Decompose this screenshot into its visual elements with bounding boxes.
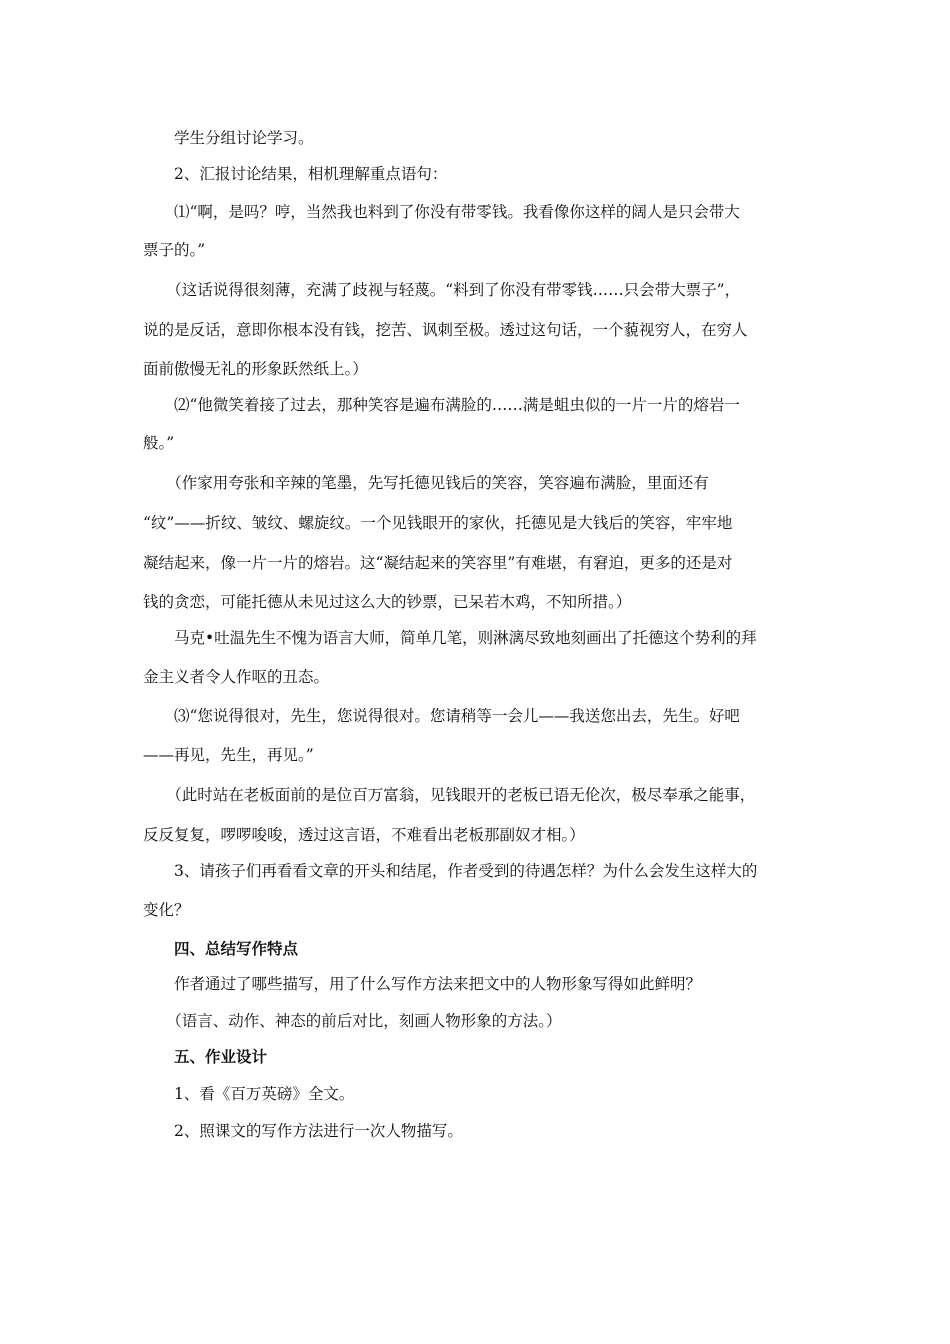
section-heading: 五、作业设计 [143,1047,268,1066]
section-heading: 四、总结写作特点 [143,939,299,958]
text-line: ——再见，先生，再见。” [143,746,314,764]
text-line: 变化？ [143,901,190,919]
text-line: （这话说得很刻薄，充满了歧视与轻蔑。“料到了你没有带零钱……只会带大票子”， [143,281,741,299]
text-line: ⑶“您说得很对，先生，您说得很对。您请稍等一会儿——我送您出去，先生。好吧 [143,707,740,725]
text-line: 般。” [143,434,175,452]
text-line: 反反复复，啰啰唆唆，透过这言语，不难看出老板那副奴才相。） [143,826,585,844]
text-line: “纹”——折纹、皱纹、螺旋纹。一个见钱眼开的家伙，托德见是大钱后的笑容，牢牢地 [143,514,733,532]
text-line: 说的是反话，意即你根本没有钱，挖苦、讽刺至极。透过这句话，一个藐视穷人，在穷人 [143,321,748,339]
text-line: 马克•吐温先生不愧为语言大师，简单几笔，则淋漓尽致地刻画出了托德这个势利的拜 [143,629,757,647]
text-line: （作家用夸张和辛辣的笔墨，先写托德见钱后的笑容，笑容遍布满脸，里面还有 [143,474,709,492]
text-line: （语言、动作、神态的前后对比，刻画人物形象的方法。） [143,1012,562,1030]
text-line: 钱的贪恋，可能托德从未见过这么大的钞票，已呆若木鸡，不知所措。） [143,593,632,611]
text-line: 2、汇报讨论结果，相机理解重点语句： [143,165,448,183]
text-line: 金主义者令人作呕的丑态。 [143,668,330,686]
text-line: 1、看《百万英磅》全文。 [143,1085,355,1103]
text-line: 2、照课文的写作方法进行一次人物描写。 [143,1122,463,1140]
text-line: ⑵“他微笑着接了过去，那种笑容是遍布满脸的……满是蛆虫似的一片一片的熔岩一 [143,396,740,414]
text-line: 学生分组讨论学习。 [143,129,314,147]
text-line: （此时站在老板面前的是位百万富翁，见钱眼开的老板已语无伦次，极尽奉承之能事， [143,786,756,804]
text-line: 作者通过了哪些描写，用了什么写作方法来把文中的人物形象写得如此鲜明？ [143,975,702,993]
text-line: 票子的。” [143,241,206,259]
text-line: 凝结起来，像一片一片的熔岩。这“凝结起来的笑容里”有难堪，有窘迫，更多的还是对 [143,554,733,572]
text-line: 面前傲慢无礼的形象跃然纸上。） [143,360,368,378]
text-line: 3、请孩子们再看看文章的开头和结尾，作者受到的待遇怎样？为什么会发生这样大的 [143,862,758,880]
text-line: ⑴“啊，是吗？哼，当然我也料到了你没有带零钱。我看像你这样的阔人是只会带大 [143,203,740,221]
